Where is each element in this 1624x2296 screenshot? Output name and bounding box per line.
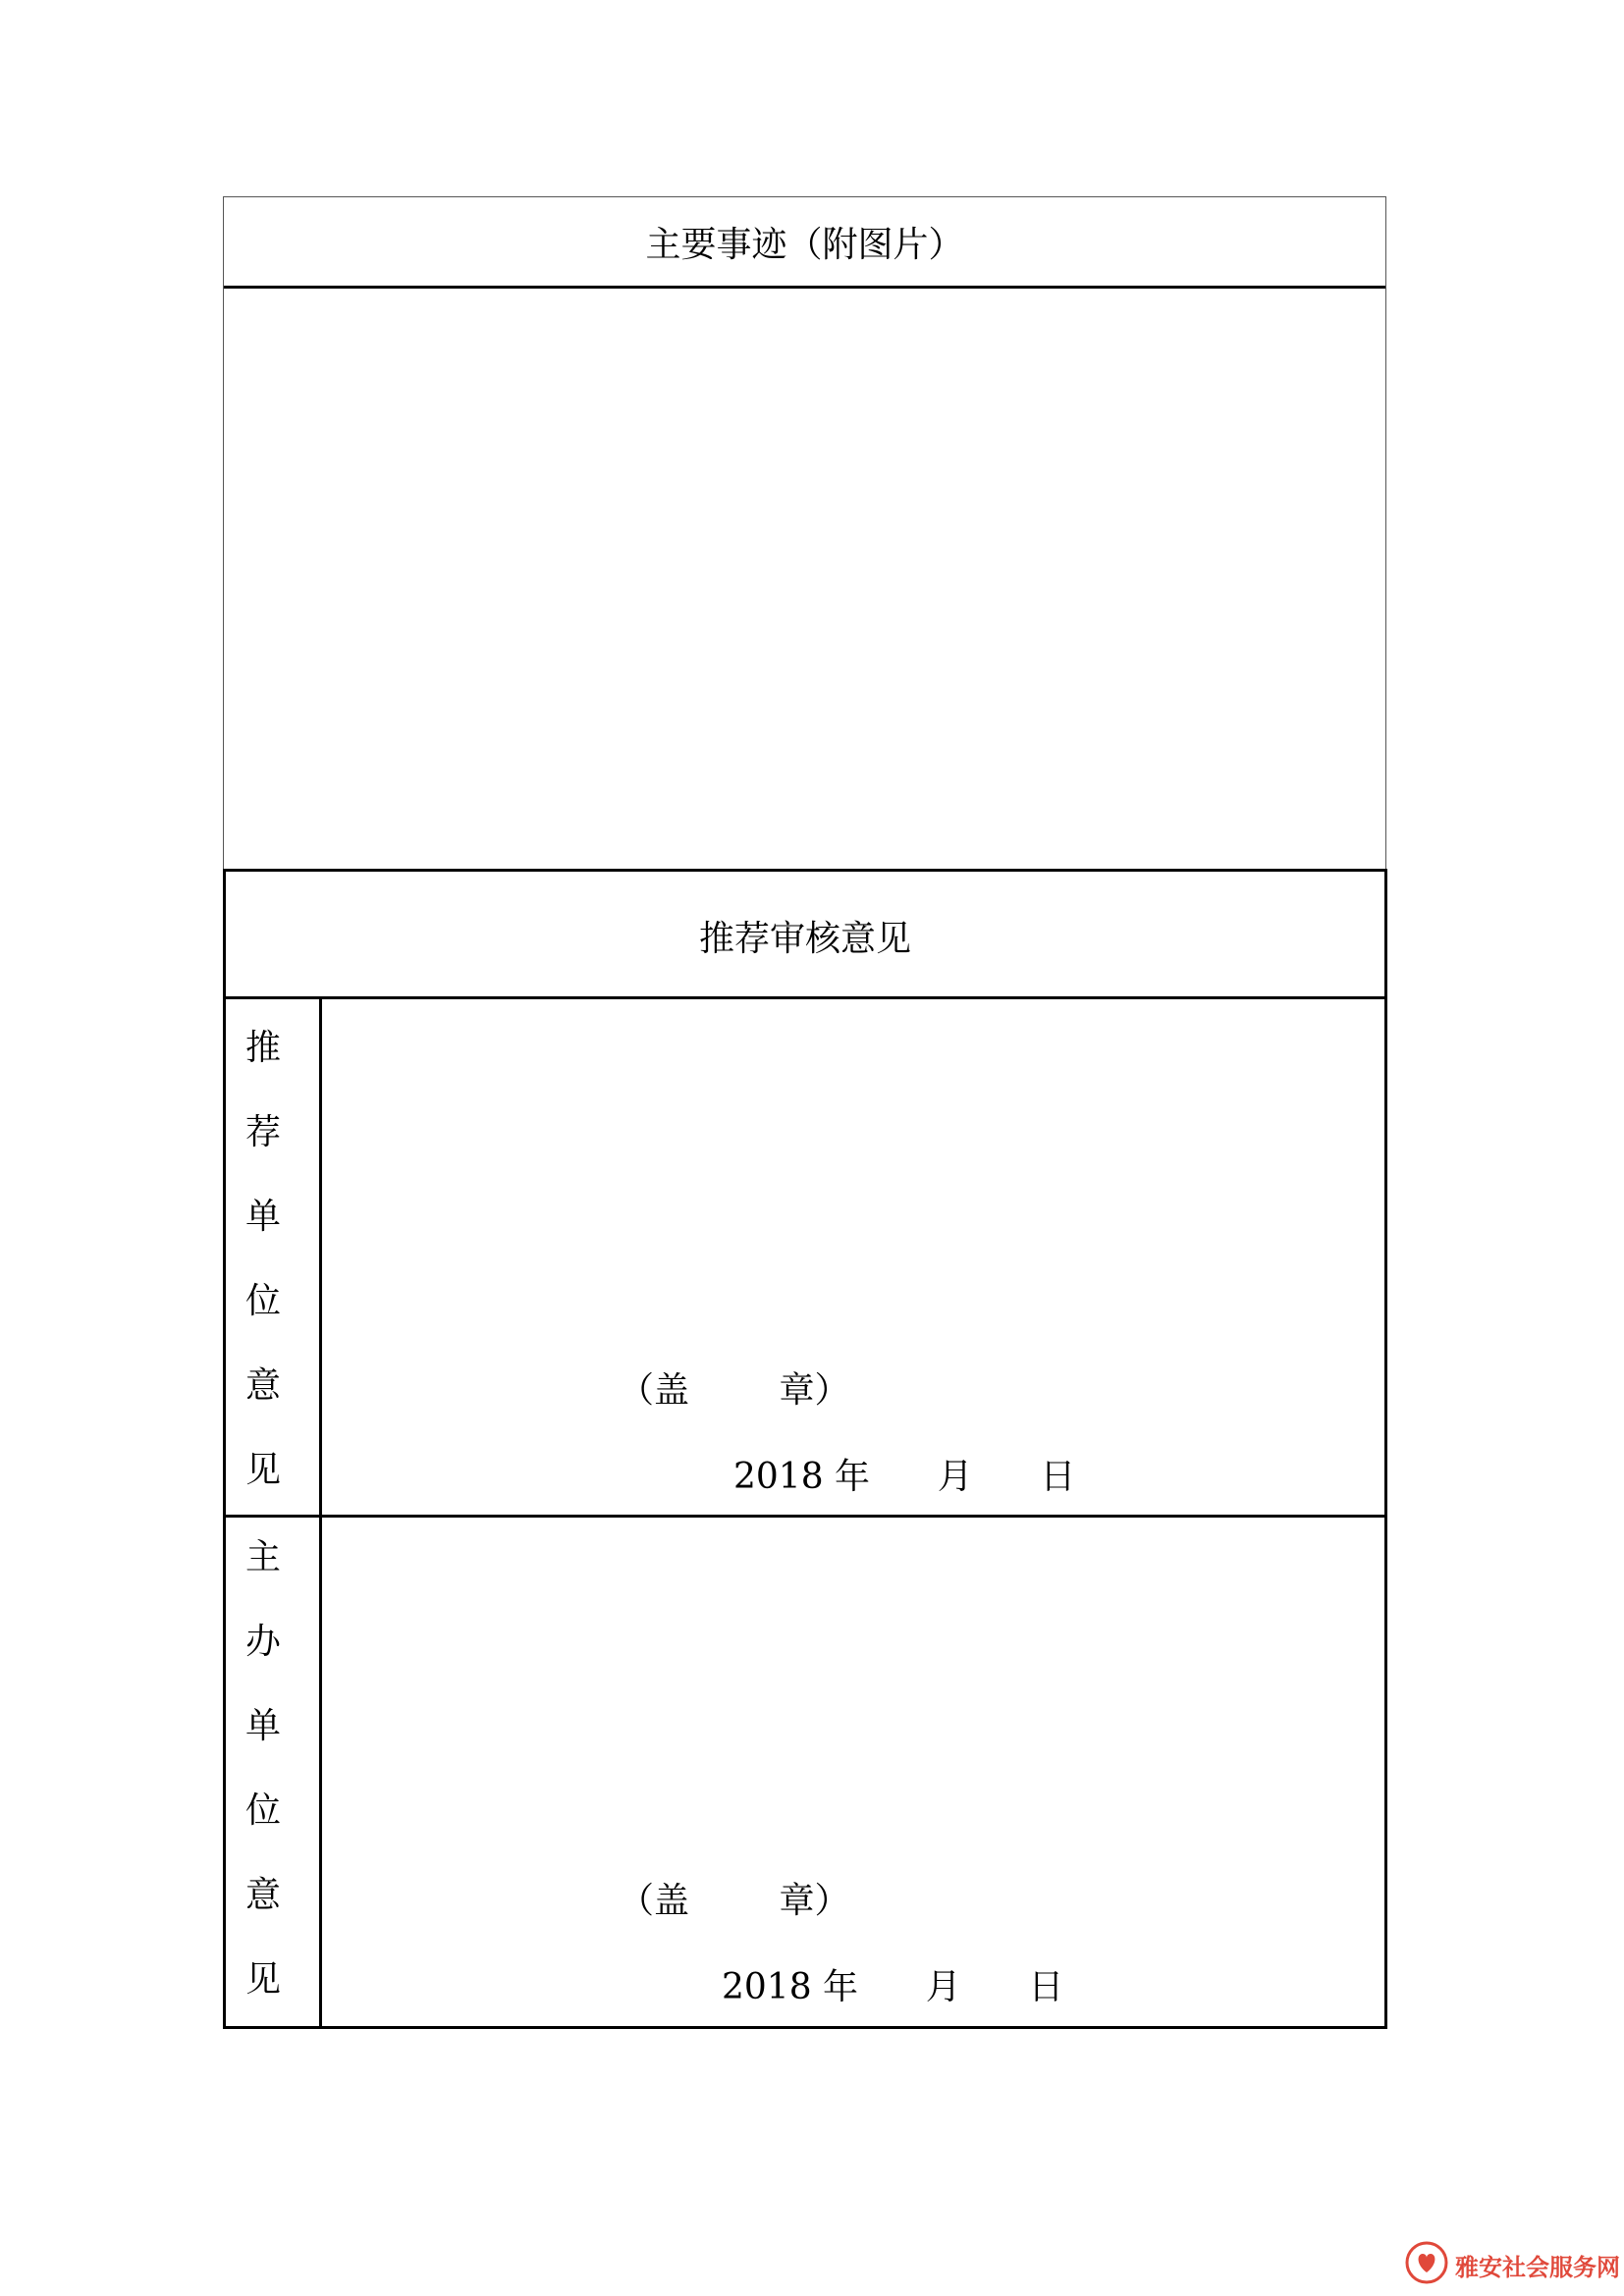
main-deeds-header: 主要事迹（附图片）	[224, 197, 1385, 289]
organizing-unit-row	[226, 1518, 1384, 2026]
label-char: 推	[244, 1028, 281, 1068]
label-char: 位	[244, 1281, 281, 1321]
label-char: 办	[244, 1622, 281, 1662]
recommending-unit-label	[226, 999, 322, 1515]
main-deeds-section	[223, 196, 1386, 871]
heart-logo-icon	[1404, 2240, 1449, 2289]
label-char: 单	[244, 1197, 281, 1237]
stamp-label: （盖 章）	[619, 1370, 850, 1411]
organizing-unit-label	[226, 1518, 322, 2026]
label-char: 见	[244, 1959, 281, 2000]
date-label: 2018 年 月 日	[733, 1457, 1076, 1497]
label-char: 意	[244, 1365, 281, 1406]
date-label: 2018 年 月 日	[722, 1967, 1064, 2007]
stamp-label: （盖 章）	[619, 1881, 850, 1921]
opinion-table	[223, 996, 1387, 2029]
review-header: 推荐审核意见	[698, 918, 911, 959]
label-char: 见	[244, 1450, 281, 1490]
label-char: 位	[244, 1790, 281, 1831]
recommending-unit-opinion-area[interactable]	[322, 999, 1384, 1515]
main-deeds-content-area[interactable]	[224, 289, 1385, 870]
label-char: 主	[244, 1537, 281, 1577]
watermark-text: 雅安社会服务网	[1455, 2253, 1620, 2281]
label-char: 单	[244, 1706, 281, 1746]
organizing-unit-opinion-area[interactable]	[322, 1518, 1384, 2026]
watermark	[1404, 2240, 1620, 2289]
label-char: 荐	[244, 1112, 281, 1152]
recommending-unit-row	[226, 999, 1384, 1518]
label-char: 意	[244, 1875, 281, 1915]
